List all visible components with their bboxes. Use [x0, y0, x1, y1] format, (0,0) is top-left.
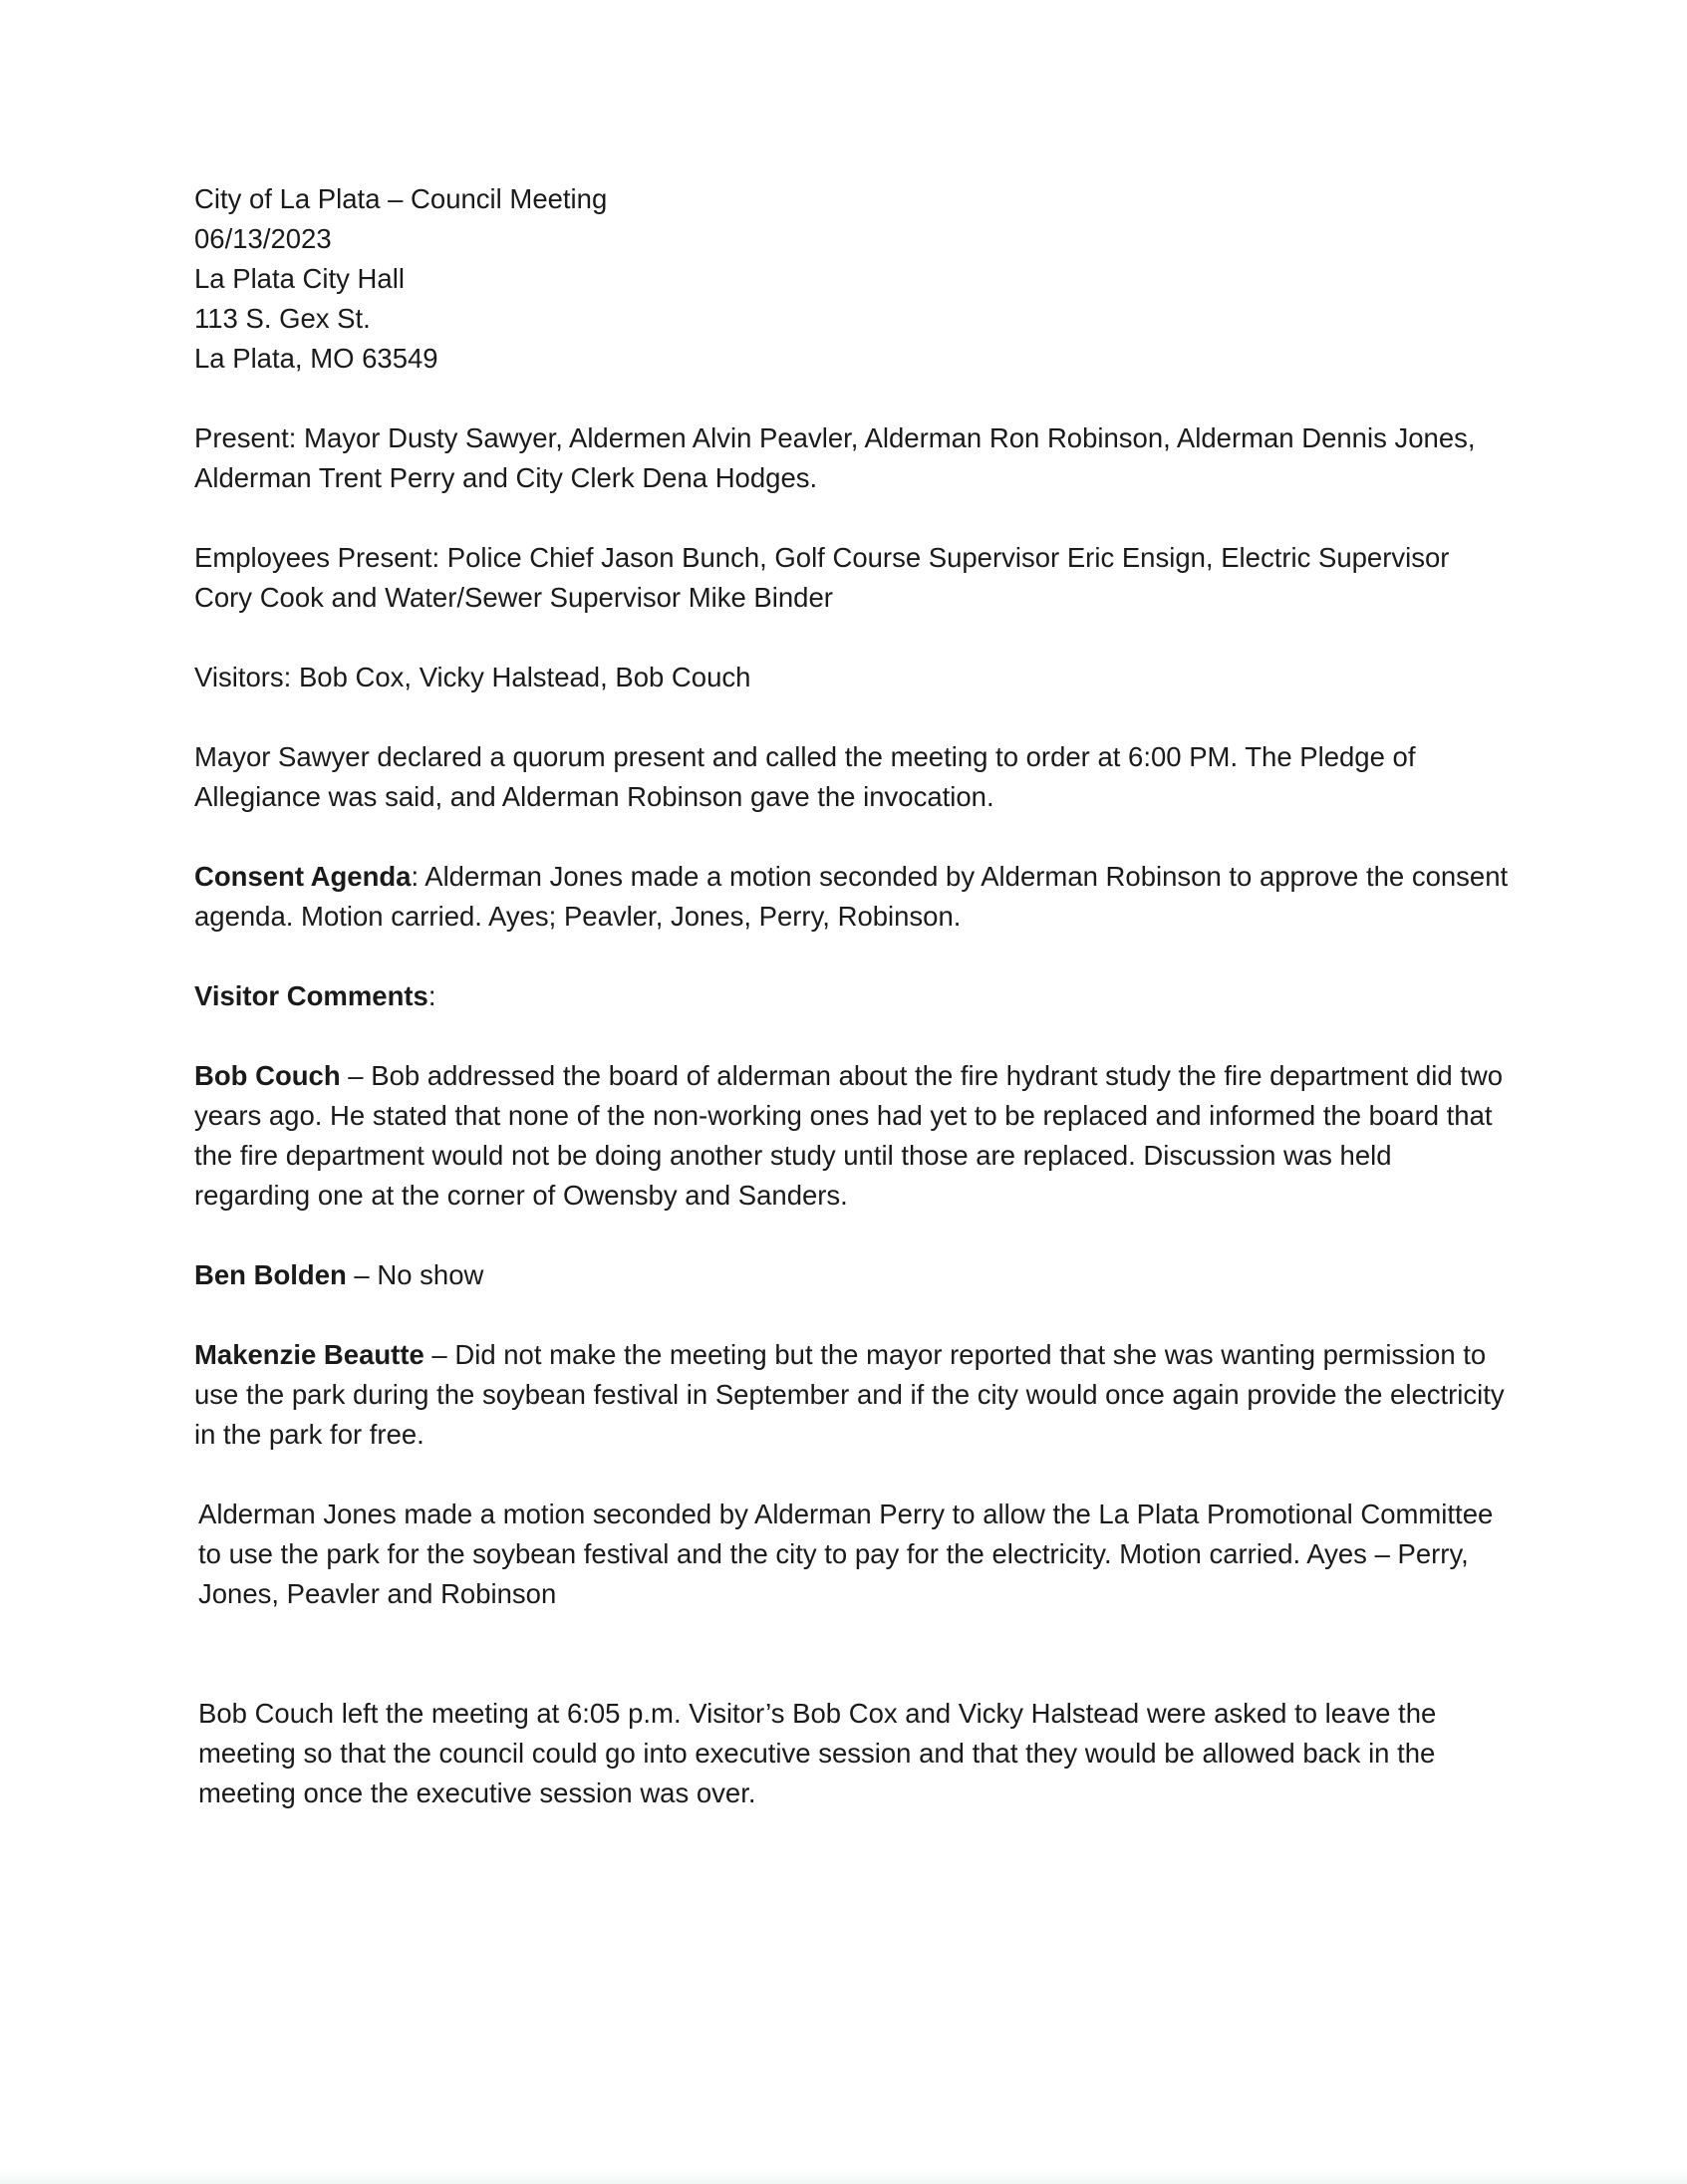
comment-text: – No show	[346, 1259, 484, 1290]
document-page	[194, 179, 1510, 1853]
departure-paragraph: Bob Couch left the meeting at 6:05 p.m. Visitor’s Bob Cox and Vicky Halstead were asked to leave the meeting so that the council could go into executive session and that they would be allowed back in the meeting once the executive session was over.	[198, 1698, 1437, 1808]
comment-paragraph	[194, 1335, 1510, 1455]
commenter-name: Bob Couch	[194, 1060, 341, 1091]
park-motion-paragraph: Alderman Jones made a motion seconded by Alderman Perry to allow the La Plata Promotional Committee to use the park for the soybean festival and the city to pay for the electricity. Motion carried. Ayes – Perry, Jones, Peavler and Robinson	[198, 1499, 1494, 1609]
visitor-comments-suffix: :	[427, 980, 436, 1011]
visitor-comments-heading	[194, 976, 1510, 1016]
meeting-street: 113 S. Gex St.	[194, 303, 371, 334]
meeting-location: La Plata City Hall	[194, 263, 405, 294]
meeting-title: City of La Plata – Council Meeting	[194, 183, 608, 214]
comment-paragraph	[194, 1056, 1510, 1216]
visitors-paragraph: Visitors: Bob Cox, Vicky Halstead, Bob Couch	[194, 662, 751, 692]
visitor-comments-label: Visitor Comments	[194, 980, 428, 1011]
meeting-city-state-zip: La Plata, MO 63549	[194, 343, 438, 374]
comment-paragraph	[194, 1255, 1510, 1295]
comment-text: – Bob addressed the board of alderman about the fire hydrant study the fire department did two years ago. He stated that none of the non-working ones had yet to be replaced and informed the board that the fire department would not be doing another study until those are replaced. Discussion was held regarding one at the corner of Owensby and Sanders.	[194, 1060, 1504, 1211]
comment-text: – Did not make the meeting but the mayor reported that she was wanting permission to use the park during the soybean festival in September and if the city would once again provide the electricity in the park for free.	[194, 1339, 1505, 1450]
meeting-date: 06/13/2023	[194, 223, 332, 254]
consent-agenda-text: : Alderman Jones made a motion seconded by Alderman Robinson to approve the consent agenda. Motion carried. Ayes; Peavler, Jones, Perry, Robinson.	[194, 861, 1509, 932]
commenter-name: Ben Bolden	[194, 1259, 347, 1290]
scan-edge-tint	[0, 2170, 1687, 2184]
commenter-name: Makenzie Beautte	[194, 1339, 424, 1370]
meeting-header	[194, 179, 1510, 379]
employees-present-paragraph: Employees Present: Police Chief Jason Bunch, Golf Course Supervisor Eric Ensign, Electric Supervisor Cory Cook and Water/Sewer Supervisor Mike Binder	[194, 542, 1450, 613]
consent-agenda-paragraph	[194, 857, 1510, 937]
consent-agenda-label: Consent Agenda	[194, 861, 412, 892]
call-to-order-paragraph: Mayor Sawyer declared a quorum present and called the meeting to order at 6:00 PM. The Pledge of Allegiance was said, and Alderman Robinson gave the invocation.	[194, 741, 1416, 812]
present-paragraph: Present: Mayor Dusty Sawyer, Aldermen Alvin Peavler, Alderman Ron Robinson, Alderman Dennis Jones, Alderman Trent Perry and City Clerk Dena Hodges.	[194, 422, 1476, 493]
